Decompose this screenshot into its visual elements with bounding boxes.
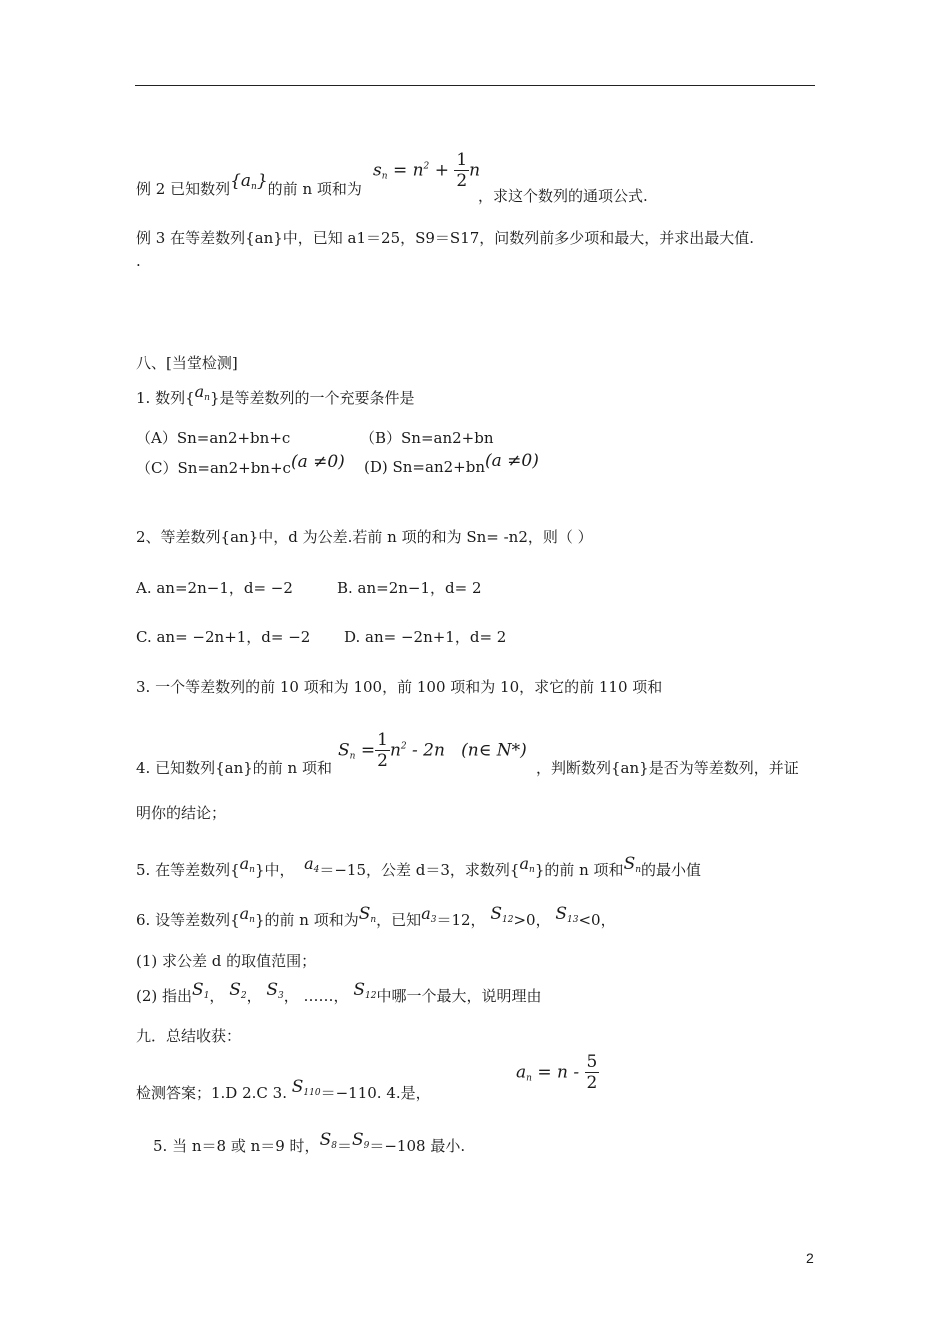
section-9-title: 九．总结收获：: [136, 1027, 242, 1045]
ex2-set: $\{a_n\}$: [230, 171, 268, 192]
answer-4-formula: $a_n = n$ - $\frac{5}{2}$: [516, 1052, 598, 1094]
question-5: 5. 在等差数列$\{a_n\}$中， $a_4=-15$，公差 d＝3，求数列$\{a_n\}$的前 n 项和$S_n$的最小值: [136, 854, 702, 879]
example-3: 例 3 在等差数列{an}中，已知 a1＝25，S9＝S17，问数列前多少项和最大，并求出最大值.: [136, 229, 755, 247]
q1-option-d: (D) Sn=an2+bn(a ≠0): [364, 451, 539, 476]
ex2-suffix: ，求这个数列的通项公式.: [478, 187, 648, 205]
q1-var: $a_n$: [194, 382, 210, 403]
question-1: 1. 数列$\{a_n\}$是等差数列的一个充要条件是: [136, 382, 415, 407]
question-6: 6. 设等差数列$\{a_n\}$的前 n 项和为$S_n$，已知$a_3=12$， $S_{12}>0$， $S_{13}<0$，: [136, 904, 616, 929]
example-2: [136, 171, 362, 200]
q4-formula: $S_n$ = $\frac{1}{2}$ $n^2 - 2n$ (n∈ N*): [338, 730, 527, 772]
question-2: 2、等差数列{an}中，d 为公差.若前 n 项的和为 Sn= -n2，则（ ）: [136, 528, 593, 546]
q2-option-d: D. an= −2n+1，d= 2: [344, 628, 507, 646]
q6-part-2: (2) 指出$S_1$， $S_2$， $S_3$， ……， $S_{12}$中哪一个最大，说明理由: [136, 980, 542, 1005]
answers-line-1: 检测答案；1.D 2.C 3. $S_{110}=-110$. 4.是，: [136, 1077, 431, 1102]
q2-option-b: B. an=2n−1，d= 2: [337, 579, 482, 597]
ex2-formula: $s_n = n^2$ + $\frac{1}{2}$ n: [373, 150, 481, 192]
ex2-fraction: $\frac{1}{2}$: [456, 150, 468, 192]
question-4-prefix: 4. 已知数列{an}的前 n 项和: [136, 759, 332, 777]
section-8-title: 八、[当堂检测]: [136, 354, 238, 372]
question-3: 3. 一个等差数列的前 10 项和为 100，前 100 项和为 10，求它的前 110 项和: [136, 678, 663, 696]
answers-line-2: 5. 当 n＝8 或 n＝9 时，$S_8=S_9=-108$ 最小.: [153, 1130, 466, 1155]
q2-option-c: C. an= −2n+1，d= −2: [136, 628, 311, 646]
q2-option-a: A. an=2n−1，d= −2: [136, 579, 293, 597]
q1-option-a: （A）Sn=an2+bn+c: [136, 429, 291, 447]
q4-suffix: ，判断数列{an}是否为等差数列，并证: [536, 759, 799, 777]
q6-part-1: (1) 求公差 d 的取值范围；: [136, 952, 317, 970]
page-number: 2: [806, 1250, 814, 1266]
q1-option-c: （C）Sn=an2+bn+c(a ≠0): [136, 452, 345, 477]
q4-line2: 明你的结论；: [136, 804, 227, 822]
header-rule: [135, 85, 815, 86]
ex2-prefix: 例 2 已知数列: [136, 180, 231, 198]
ex2-mid: 的前 n 项和为: [267, 180, 362, 198]
example-3-dot: .: [136, 252, 141, 270]
q1-option-b: （B）Sn=an2+bn: [360, 429, 494, 447]
